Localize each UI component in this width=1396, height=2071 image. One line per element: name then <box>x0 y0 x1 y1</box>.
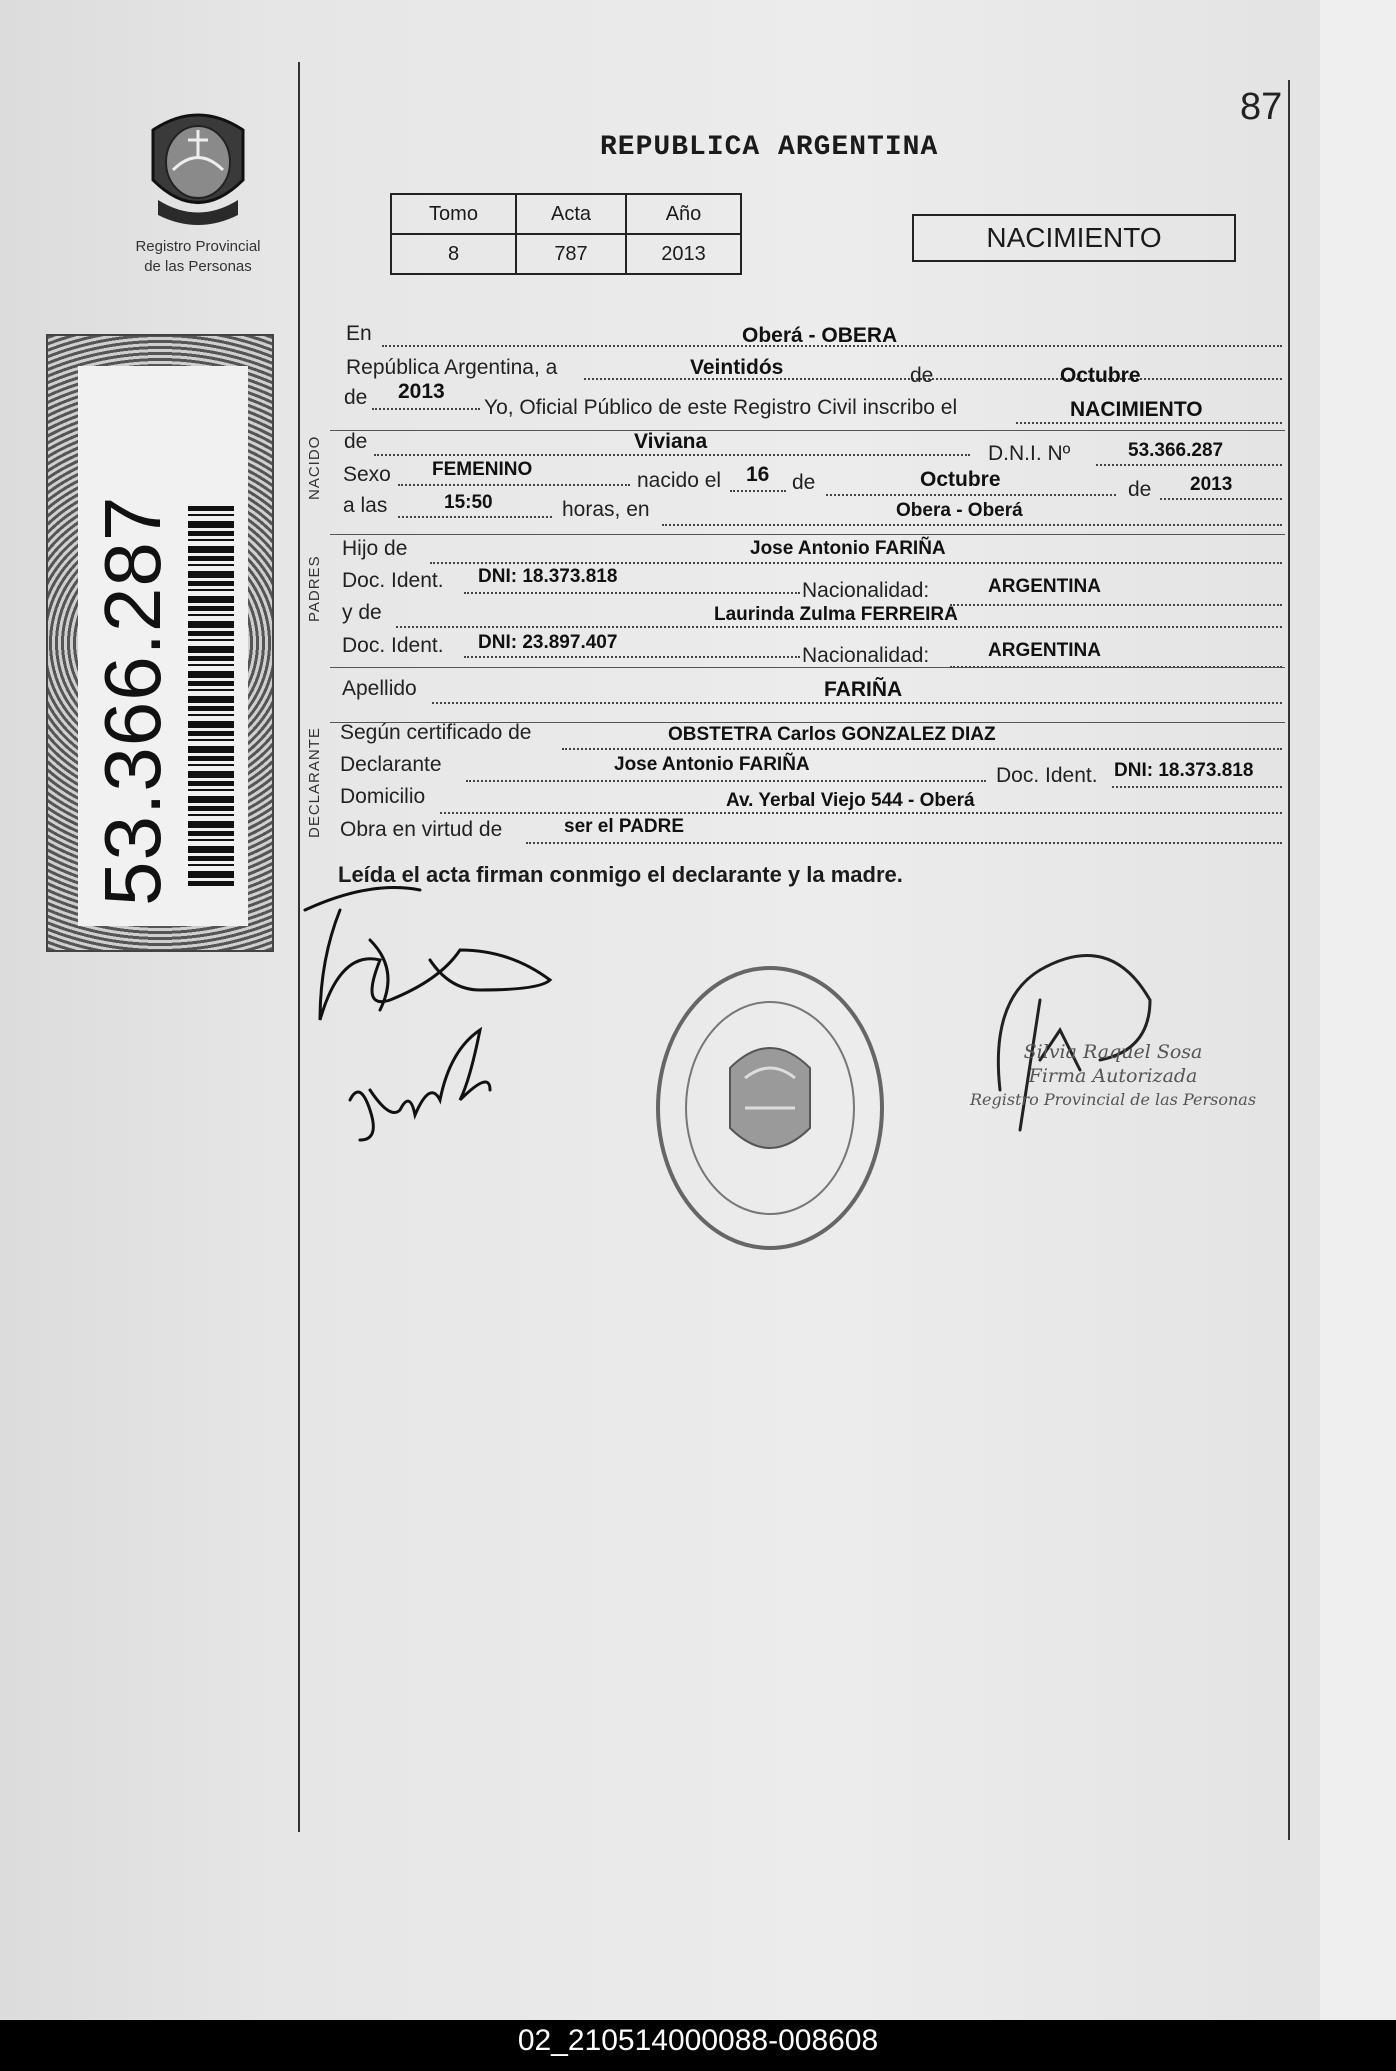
dotted-line <box>398 516 552 518</box>
header-acta: Acta <box>516 194 626 234</box>
document-id: 02_210514000088-008608 <box>517 2024 879 2057</box>
dotted-line <box>440 812 1282 814</box>
label-en: En <box>346 322 372 345</box>
value-acta: 787 <box>516 234 626 274</box>
label-horas-en: horas, en <box>562 498 650 521</box>
value-certificate-by: OBSTETRA Carlos GONZALEZ DIAZ <box>668 724 996 745</box>
barcode-number: 53.366.287 <box>88 495 177 906</box>
value-tomo: 8 <box>391 234 516 274</box>
document-title: REPUBLICA ARGENTINA <box>600 132 939 163</box>
value-birth-place: Obera - Oberá <box>896 500 1023 521</box>
value-father-doc: DNI: 18.373.818 <box>478 566 618 587</box>
dotted-line <box>464 656 800 658</box>
value-month: Octubre <box>1060 364 1141 387</box>
signer-name: Silvia Raquel Sosa <box>1023 1041 1203 1063</box>
label-de-name: de <box>344 430 368 453</box>
dotted-line <box>372 408 480 410</box>
label-domicilio: Domicilio <box>340 785 426 808</box>
barcode-number-wrap <box>88 346 178 906</box>
value-year: 2013 <box>398 380 445 403</box>
label-obra-en-virtud: Obra en virtud de <box>340 818 503 841</box>
barcode-icon <box>188 506 234 886</box>
label-de: de <box>910 364 934 387</box>
dotted-line <box>466 780 986 782</box>
separator-line <box>330 430 1285 431</box>
label-doc-ident-1: Doc. Ident. <box>342 569 444 592</box>
label-yo-oficial: Yo, Oficial Público de este Registro Civil inscribo el <box>484 396 958 419</box>
registry-logo <box>128 100 268 280</box>
label-segun-certificado: Según certificado de <box>340 721 532 744</box>
logo-caption-line2: de las Personas <box>144 258 252 275</box>
label-sexo: Sexo <box>343 463 391 486</box>
value-name: Viviana <box>634 430 708 453</box>
right-rule <box>1288 80 1290 1840</box>
section-label-declarante: DECLARANTE <box>306 727 323 838</box>
logo-caption-line1: Registro Provincial <box>135 238 261 255</box>
table-row <box>391 194 741 234</box>
value-act-type: NACIMIENTO <box>1070 398 1203 421</box>
dotted-line <box>1016 422 1282 424</box>
label-republica: República Argentina, a <box>346 356 558 379</box>
dotted-line <box>526 842 1282 844</box>
label-y-de: y de <box>342 601 382 624</box>
label-dni: D.N.I. Nº <box>988 442 1071 465</box>
seal-icon <box>650 958 890 1258</box>
value-declarant-doc: DNI: 18.373.818 <box>1114 760 1254 781</box>
dotted-line <box>432 702 1282 704</box>
value-mother-doc: DNI: 23.897.407 <box>478 632 618 653</box>
dotted-line <box>430 562 1282 564</box>
value-place: Oberá - OBERA <box>742 324 898 347</box>
closing-statement: Leída el acta firman conmigo el declarante y la madre. <box>338 862 903 887</box>
value-birth-time: 15:50 <box>444 492 493 513</box>
dotted-line <box>1096 464 1282 466</box>
label-nacionalidad-1: Nacionalidad: <box>802 579 930 602</box>
value-birth-day: 16 <box>746 463 770 486</box>
record-table <box>390 193 742 275</box>
signer-office: Registro Provincial de las Personas <box>970 1090 1257 1109</box>
label-doc-ident-decl: Doc. Ident. <box>996 764 1098 787</box>
label-de-month: de <box>792 471 816 494</box>
mother-signature-icon <box>340 1020 500 1150</box>
value-dni: 53.366.287 <box>1128 440 1224 461</box>
label-hijo-de: Hijo de <box>342 537 408 560</box>
dotted-line <box>464 592 800 594</box>
value-mother-name: Laurinda Zulma FERREIRA <box>714 604 958 625</box>
value-father-nationality: ARGENTINA <box>988 576 1101 597</box>
header-tomo: Tomo <box>391 194 516 234</box>
signer-role: Firma Autorizada <box>1028 1065 1198 1087</box>
table-row <box>391 234 741 274</box>
dotted-line <box>950 666 1282 668</box>
value-ano: 2013 <box>626 234 741 274</box>
dotted-line <box>562 748 1282 750</box>
value-father-name: Jose Antonio FARIÑA <box>750 538 946 559</box>
dotted-line <box>1112 786 1282 788</box>
dotted-line <box>662 524 1282 526</box>
value-birth-year: 2013 <box>1190 474 1233 495</box>
dotted-line <box>826 494 1116 496</box>
dotted-line <box>950 604 1282 606</box>
value-sex: FEMENINO <box>432 459 533 480</box>
separator-line <box>330 534 1285 535</box>
value-surname: FARIÑA <box>824 678 903 701</box>
value-declarant-name: Jose Antonio FARIÑA <box>614 754 810 775</box>
label-nacido-el: nacido el <box>637 469 722 492</box>
label-doc-ident-2: Doc. Ident. <box>342 634 444 657</box>
label-a-las: a las <box>343 494 388 517</box>
label-de-year: de <box>344 386 368 409</box>
section-label-nacido: NACIDO <box>306 435 323 500</box>
barcode-card <box>46 334 274 952</box>
official-stamp <box>650 958 890 1258</box>
value-address: Av. Yerbal Viejo 544 - Oberá <box>726 790 975 811</box>
signer-block <box>970 1040 1256 1112</box>
dotted-line <box>730 490 786 492</box>
dotted-line <box>396 626 1282 628</box>
dotted-line <box>398 484 630 486</box>
page-edge <box>1320 0 1396 2020</box>
value-birth-month: Octubre <box>920 468 1001 491</box>
record-type-box: NACIMIENTO <box>912 214 1236 262</box>
value-day-words: Veintidós <box>690 356 784 379</box>
header-ano: Año <box>626 194 741 234</box>
dotted-line <box>1160 498 1282 500</box>
value-mother-nationality: ARGENTINA <box>988 640 1101 661</box>
label-nacionalidad-2: Nacionalidad: <box>802 644 930 667</box>
section-label-padres: PADRES <box>306 555 323 622</box>
value-declarant-role: ser el PADRE <box>564 816 685 837</box>
dotted-line <box>374 454 970 456</box>
barcode-panel <box>78 366 248 926</box>
footer-bar <box>0 2020 1396 2071</box>
label-de-birth-year: de <box>1128 478 1152 501</box>
label-declarante: Declarante <box>340 753 442 776</box>
coat-of-arms-icon <box>143 100 253 230</box>
page-number: 87 <box>1240 86 1283 128</box>
label-apellido: Apellido <box>342 677 417 700</box>
